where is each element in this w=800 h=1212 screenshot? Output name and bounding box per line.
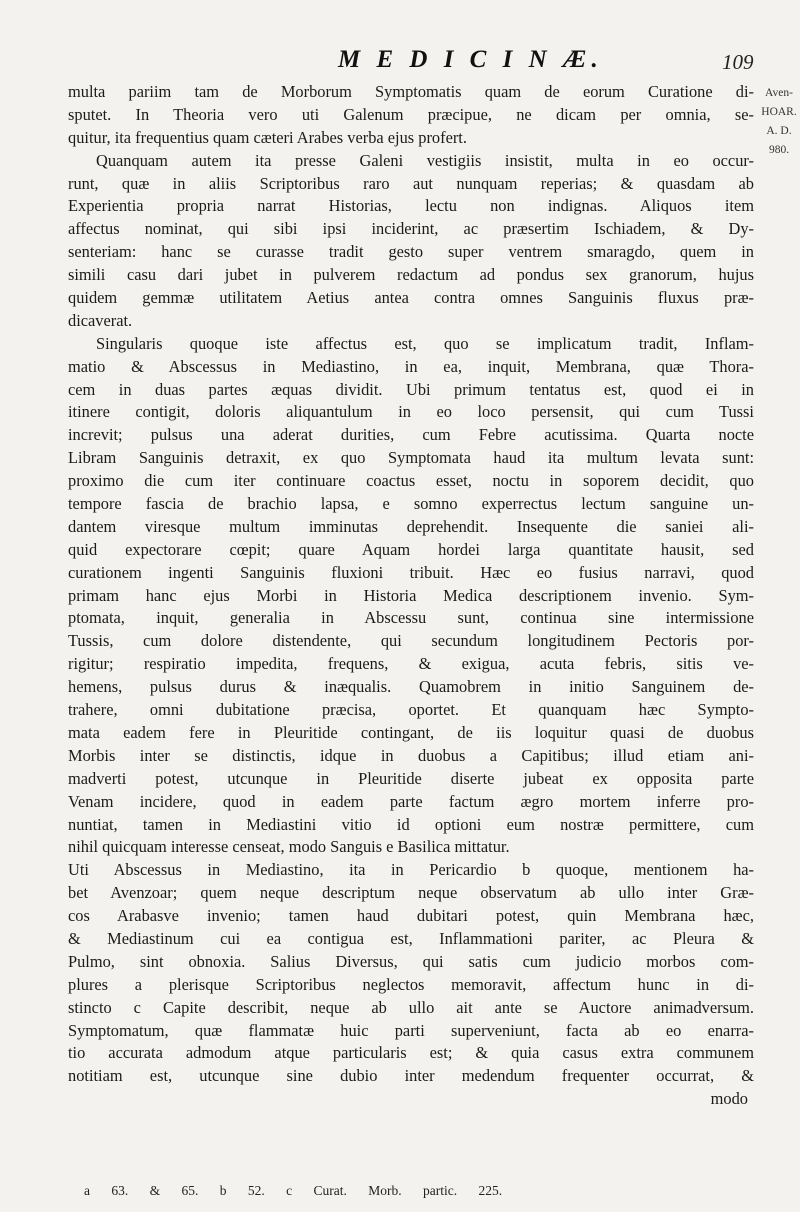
text-line: primam hanc ejus Morbi in Historia Medica descriptionem invenio. Sym-: [68, 585, 754, 605]
text-line: bet Avenzoar; quem neque descriptum neque observatum ab ullo inter Græ-: [68, 883, 754, 903]
text-line: hemens, pulsus durus & inæqualis. Quamobrem in initio Sanguinem de-: [68, 677, 754, 697]
footnote-a: a 63. & 65.: [84, 1183, 199, 1198]
text-line: quid expectorare cœpit; quare Aquam hordei larga quantitate hausit, sed: [68, 539, 754, 559]
text-line: proximo die cum iter continuare coactus esset, noctu in soporem decidit, quo: [68, 471, 754, 491]
text-line: nuntiat, tamen in Mediastini vitio id optioni eum nostræ permittere, cum: [68, 814, 754, 834]
text-line: rigitur; respiratio impedita, frequens, & exigua, acuta febris, sitis ve-: [68, 654, 754, 674]
text-line: ptomata, inquit, generalia in Abscessu sunt, continua sine intermissione: [68, 608, 754, 628]
text-line: Morbis inter se distinctis, idque in duobus a Capitibus; illud etiam ani-: [68, 745, 754, 765]
text-line: Pulmo, sint obnoxia. Salius Diversus, qui satis cum judicio morbos com-: [68, 951, 754, 971]
footnote-c: c Curat. Morb. partic. 225.: [286, 1183, 503, 1198]
margin-note-line: HOAR.: [761, 106, 797, 118]
text-line: stincto c Capite describit, neque ab ullo ait ante se Auctore animadversum.: [68, 997, 754, 1017]
text-line: dicaverat.: [68, 310, 133, 330]
text-line: affectus nominat, qui sibi ipsi inciderint, ac præsertim Ischiadem, & Dy-: [68, 219, 754, 239]
body-text: [68, 81, 754, 1111]
margin-note-line: 980.: [768, 144, 790, 156]
footnote-b: b 52.: [219, 1183, 265, 1198]
text-line: curationem ingenti Sanguinis fluxioni tribuit. Hæc eo fusius narravi, quod: [68, 562, 754, 582]
text-line: cos Arabasve invenio; tamen haud dubitari potest, quin Membrana hæc,: [68, 906, 754, 926]
text-line: senteriam: hanc se curasse tradit gesto super ventrem smaragdo, quem in: [68, 242, 754, 262]
text-line: plures a plerisque Scriptoribus neglectos memoravit, affectum hunc in di-: [68, 974, 754, 994]
text-line: quitur, ita frequentius quam cæteri Arabes verba ejus profert.: [68, 127, 467, 147]
running-head: M E D I C I N Æ.: [338, 46, 603, 73]
text-line: multa pariim tam de Morborum Symptomatis quam de eorum Curatione di-: [68, 82, 754, 101]
text-line: madverti potest, utcunque in Pleuritide diserte jubeat ex opposita parte: [68, 768, 754, 788]
page-number: 109: [722, 50, 754, 74]
text-line: Experientia propria narrat Historias, lectu non indignas. Aliquos item: [68, 196, 754, 216]
text-line: simili casu dari jubet in pulverem redactum ad pondus sex granorum, hujus: [68, 265, 754, 285]
text-line: tio accurata admodum atque particularis est; & quia casus extra communem: [68, 1043, 754, 1063]
margin-note: [758, 84, 800, 160]
catchword: modo: [710, 1089, 748, 1109]
text-line: nihil quicquam interesse censeat, modo Sanguis e Basilica mittatur.: [68, 837, 510, 857]
text-line: cem in duas partes æquas dividit. Ubi primum tentatus est, quod ei in: [68, 379, 754, 399]
text-line: notitiam est, utcunque sine dubio inter medendum frequenter occurrat, &: [68, 1066, 754, 1086]
text-line: Quanquam autem ita presse Galeni vestigiis insistit, multa in eo occur-: [96, 150, 754, 170]
text-line: matio & Abscessus in Mediastino, in ea, inquit, Membrana, quæ Thora-: [68, 356, 754, 376]
footnotes: [84, 1183, 502, 1199]
text-line: itinere contigit, doloris aliquantulum in eo loco persensit, qui cum Tussi: [68, 402, 754, 422]
text-line: Symptomatum, quæ flammatæ huic parti superveniunt, facta ab eo enarra-: [68, 1020, 754, 1040]
text-line: sputet. In Theoria vero uti Galenum præcipue, ne dicam per omnia, se-: [68, 104, 754, 124]
text-line: Uti Abscessus in Mediastino, ita in Pericardio b quoque, mentionem ha-: [68, 860, 754, 880]
text-line: mata eadem fere in Pleuritide contingant, de iis loquitur quasi de duobus: [68, 722, 754, 742]
margin-note-line: Aven-: [765, 87, 793, 99]
text-line: dantem viresque multum imminutas deprehendit. Insequente die saniei ali-: [68, 516, 754, 536]
text-line: Libram Sanguinis detraxit, ex quo Symptomata haud ita multum levata sunt:: [68, 448, 754, 468]
text-line: Singularis quoque iste affectus est, quo se implicatum tradit, Inflam-: [96, 333, 754, 353]
text-line: Tussis, cum dolore distendente, qui secundum longitudinem Pectoris por-: [68, 631, 754, 651]
text-line: increvit; pulsus una aderat durities, cum Febre acutissima. Quarta nocte: [68, 425, 754, 445]
text-line: runt, quæ in aliis Scriptoribus raro aut nunquam reperias; & quasdam ab: [68, 173, 754, 193]
text-line: quidem gemmæ utilitatem Aetius antea contra omnes Sanguinis fluxus præ-: [68, 288, 754, 308]
text-line: tempore fascia de brachio lapsa, e somno experrectus lectum sanguine un-: [68, 494, 754, 514]
text-line: Venam incidere, quod in eadem parte factum ægro mortem inferre pro-: [68, 791, 754, 811]
text-line: trahere, omni dubitatione præcisa, oportet. Et quanquam hæc Sympto-: [68, 700, 754, 720]
margin-note-line: A. D.: [766, 125, 792, 137]
text-line: & Mediastinum cui ea contigua est, Inflammationi pariter, ac Pleura &: [68, 928, 754, 948]
